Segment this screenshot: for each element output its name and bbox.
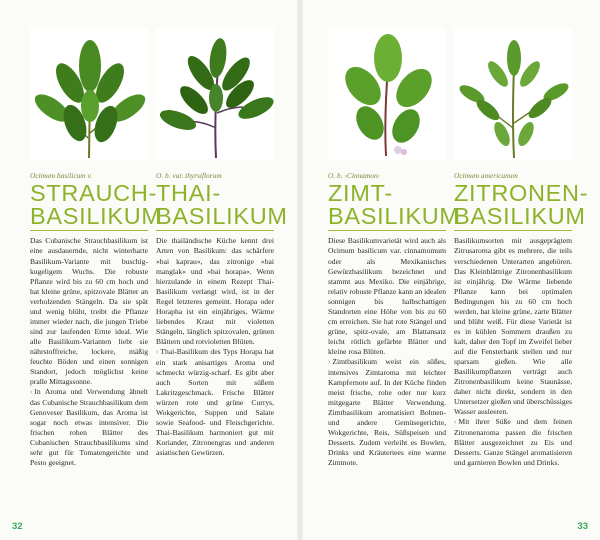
latin-name: O. b. var. thyrsiflorum bbox=[156, 171, 222, 180]
herb-title-line-2: BASILIKUM bbox=[328, 203, 460, 230]
herb-column-strauchbasilikum bbox=[30, 28, 162, 468]
arrow-icon: › bbox=[328, 358, 331, 366]
latin-name: Ocimum basilicum v. bbox=[30, 171, 93, 180]
arrow-icon: › bbox=[454, 419, 457, 427]
basil-photo-thai bbox=[156, 28, 274, 160]
herb-title bbox=[156, 180, 288, 230]
paragraph-text: Mit ihrer Süße und dem feinen Zitronenaroma passen die frischen Blätter ausgezeichnet zu Eis und Desserts. Ganze Stängel aromatisieren und garnieren Bowlen und Drinks. bbox=[454, 417, 572, 468]
herb-title bbox=[328, 180, 460, 230]
basil-photo-strauch bbox=[30, 28, 148, 160]
herb-description bbox=[454, 236, 572, 468]
paragraph-text: In Aroma und Verwendung ähnelt das Cubanische Strauchbasilikum dem Genoveser Basilikum, das Aroma ist sogar noch etwas intensiver. Die frischen rohen Blätter des Cubanischen Strauchbasilikums sind sehr gut für Tomatengerichte und Pesto geeignet. bbox=[30, 387, 148, 468]
paragraph: Die thailändische Küche kennt drei Arten von Basilikum: das schärfere »bai kaprau«, das zitronige »bai manglak« und »bai horapa«. Wenn hierzulande in einem Rezept Thai-Basilikum verlangt wird, ist in der Regel letzteres gemeint. Horapa oder Horapha ist ein einjähriges, Wärme liebendes Kraut mit violetten Stängeln, länglich spitzovalen, grünen Blättern und rotvioletten Blüten. bbox=[156, 236, 274, 346]
title-rule bbox=[30, 230, 148, 231]
basil-photo-zitronen bbox=[454, 28, 572, 160]
herb-description bbox=[30, 236, 148, 468]
title-rule bbox=[156, 230, 274, 231]
herb-title-line-1: ZIMT- bbox=[328, 180, 393, 207]
title-rule bbox=[454, 230, 572, 231]
herb-title-line-1: ZITRONEN- bbox=[454, 180, 589, 207]
herb-title-line-2: BASILIKUM bbox=[156, 203, 288, 230]
paragraph-with-arrow bbox=[454, 417, 572, 468]
herb-title-line-2: BASILIKUM bbox=[30, 203, 162, 230]
herb-column-zitronenbasilikum bbox=[454, 28, 589, 468]
paragraph-with-arrow bbox=[328, 357, 446, 469]
paragraph: Diese Basilikumvarietät wird auch als Ocimum basilicum var. cinnamomum oder als Mexikanisches Gewürzbasilikum bezeichnet und stammt aus Mexiko. Die einjährige, relativ robuste Pflanze kann an idealen sonnigen bis halbschattigen Standorten eine Höhe von bis zu 60 cm erreichen. Sie hat rote Stängel und grüne, spitz-ovale, am Blattansatz leicht rötlich gefärbte Blätter und kleine rosa Blüten. bbox=[328, 236, 446, 356]
title-rule bbox=[328, 230, 446, 231]
herb-title bbox=[454, 180, 589, 230]
paragraph-text: Thai-Basilikum des Typs Horapa hat ein stark anisartiges Aroma und schmeckt würzig-scharf. Es gibt aber auch Sorten mit süßem Lakritzgeschmack. Frische Blätter würzen rote und grüne Currys, Wokgerichte, Suppen und Salate sowie Seafood- und Fleischgerichte. Thai-Basilikum harmoniert gut mit Koriander, Zitronengras und anderen asiatischen Gewürzen. bbox=[156, 346, 274, 458]
herb-column-zimtbasilikum bbox=[328, 28, 460, 468]
book-gutter bbox=[297, 0, 303, 540]
paragraph: Basilikumsorten mit ausgeprägtem Zitrusaroma gibt es mehrere, die teils verschiedenen Unterarten angehören. Das Kleinblättrige Zitronenbasilikum ist einjährig. Die Wärme liebende Pflanze kann bei optimalen Bedingungen bis zu 60 cm hoch werden, hat kleine grüne, zarte Blätter und blüht weiß. Für diese Varietät ist es in kühlen Sommern draußen zu kalt, daher den Topf im Zweifel lieber auf die Fensterbank stellen und nur sparsam gießen. Wie alle Basilikumpflanzen verträgt auch Zitronenbasilikum keine Staunässe, daher nicht direkt, sondern in den Untersetzer gießen und überschüssiges Wasser ausleeren. bbox=[454, 236, 572, 417]
basil-photo-zimt bbox=[328, 28, 446, 160]
paragraph-text: Zimtbasilikum weist ein süßes, intensives Zimtaroma mit leichter Kampfernote auf. In der Küche finden meist frische, rohe oder nur kurz mitgegarte Blätter Verwendung. Zimtbasilikum aromatisiert Bohnen- und andere Gemüsegerichte, Wokgerichte, Reis, Süßspeisen und Desserts. Zudem verleiht es Bowlen, Drinks und Kräutertees eine warme Zimtnote. bbox=[328, 356, 446, 468]
herb-title-line-2: BASILIKUM bbox=[454, 203, 586, 230]
paragraph-with-arrow bbox=[156, 347, 274, 459]
herb-description bbox=[156, 236, 274, 458]
page-number-left: 32 bbox=[12, 521, 23, 532]
herb-title-line-1: THAI- bbox=[156, 180, 221, 207]
paragraph: Das Cubanische Strauchbasilikum ist eine ausdauernde, nicht winterharte Basilikum-Variante mit buschig-kugeligem Wuchs. Die robuste Pflanze wird bis zu 60 cm hoch und hat kleine grüne, spitzovale Blätter an verholzenden Stängeln. Da sie spät und wenig blüht, treibt die Pflanze immer wieder nach, die jungen Triebe sind zur laufenden Ernte ideal. Wie alle Basilikum-Varianten liebt sie nährstoffreiche, lockere, mäßig feuchte Böden und einen sonnigen Standort, jedoch möglichst keine pralle Mittagssonne. bbox=[30, 236, 148, 387]
paragraph-with-arrow bbox=[30, 387, 148, 468]
page-number-right: 33 bbox=[577, 521, 588, 532]
latin-name: Ocimum americanum bbox=[454, 171, 518, 180]
herb-title-line-1: STRAUCH- bbox=[30, 180, 158, 207]
herb-description bbox=[328, 236, 446, 468]
herb-title bbox=[30, 180, 162, 230]
arrow-icon: › bbox=[156, 348, 159, 356]
latin-name: O. b. ›Cinnamon‹ bbox=[328, 171, 381, 180]
arrow-icon: › bbox=[30, 389, 33, 397]
herb-column-thaibasilikum bbox=[156, 28, 288, 458]
